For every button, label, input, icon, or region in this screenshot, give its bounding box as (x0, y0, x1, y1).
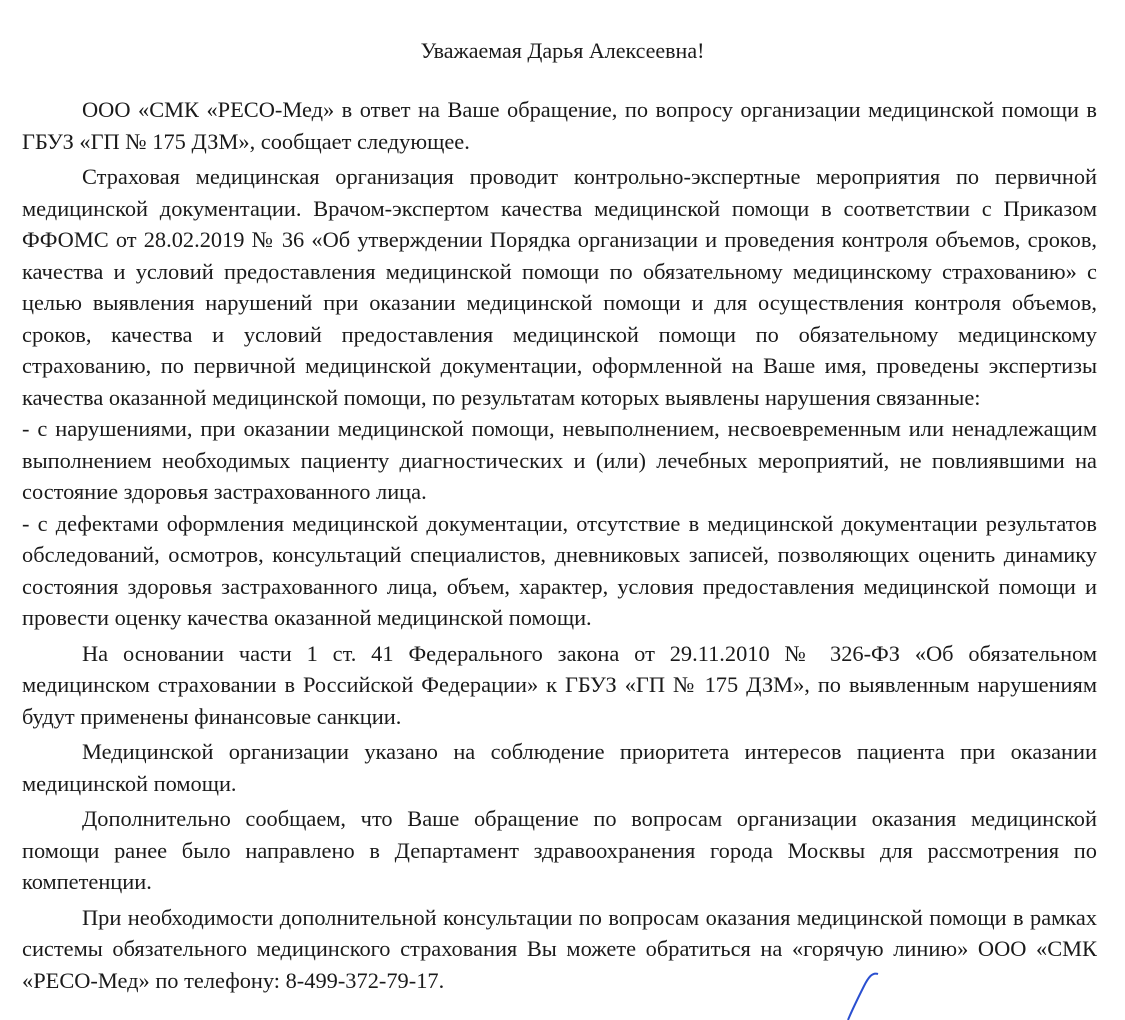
hotline-paragraph: При необходимости дополнительной консультации по вопросам оказания медицинской помощи в рамках системы обязательного медицинского страхования Вы можете обратиться на «горячую линию» ООО «СМК «РЕСО-Мед» по телефону: 8-499-372-79-17. (22, 904, 1097, 993)
signature-stroke (820, 970, 900, 1020)
intro-paragraph: ООО «СМК «РЕСО-Мед» в ответ на Ваше обращение, по вопросу организации медицинской помощи в ГБУЗ «ГП № 175 ДЗМ», сообщает следующее. (22, 97, 1097, 154)
redirect-paragraph: Дополнительно сообщаем, что Ваше обращение по вопросам организации оказания медицинской помощи ранее было направлено в Департамент здравоохранения города Москвы для рассмотрения по компетенции. (22, 806, 1097, 894)
violation-item-1: - с нарушениями, при оказании медицинской помощи, невыполнением, несвоевременным или ненадлежащим выполнением необходимых пациенту диагностических и (или) лечебных мероприятий, не повлиявшими на состояние здоровья застрахованного лица. (22, 416, 1097, 504)
salutation: Уважаемая Дарья Алексеевна! (420, 38, 705, 63)
sanctions-paragraph: На основании части 1 ст. 41 Федерального закона от 29.11.2010 № 326-ФЗ «Об обязательном медицинском страховании в Российской Федерации» к ГБУЗ «ГП № 175 ДЗМ», по выявленным нарушениям будут применены финансовые санкции. (22, 640, 1097, 729)
violation-item-2: - с дефектами оформления медицинской документации, отсутствие в медицинской документации результатов обследований, осмотров, консультаций специалистов, дневниковых записей, позволяющих оценить динамику состояния здоровья застрахованного лица, объем, характер, условия предоставления медицинской помощи и провести оценку качества оказанной медицинской помощи. (22, 510, 1097, 630)
priority-paragraph: Медицинской организации указано на соблюдение приоритета интересов пациента при оказании медицинской помощи. (22, 739, 1097, 796)
expertise-paragraph: Страховая медицинская организация проводит контрольно-экспертные мероприятия по первичной медицинской документации. Врачом-экспертом качества медицинской помощи в соответствии с Приказом ФФОМС от 28.02.2019 № 36 «Об утверждении Порядка организации и проведения контроля объемов, сроков, качества и условий предоставления медицинской помощи по обязательному медицинскому страхованию» с целью выявления нарушений при оказании медицинской помощи и для осуществления контроля объемов, сроков, качества и условий предоставления медицинской помощи по обязательному медицинскому страхованию, по первичной медицинской документации, оформленной на Ваше имя, проведены экспертизы качества оказанной медицинской помощи, по результатам которых выявлены нарушения связанные: (22, 164, 1097, 410)
letter-body (22, 94, 1097, 996)
